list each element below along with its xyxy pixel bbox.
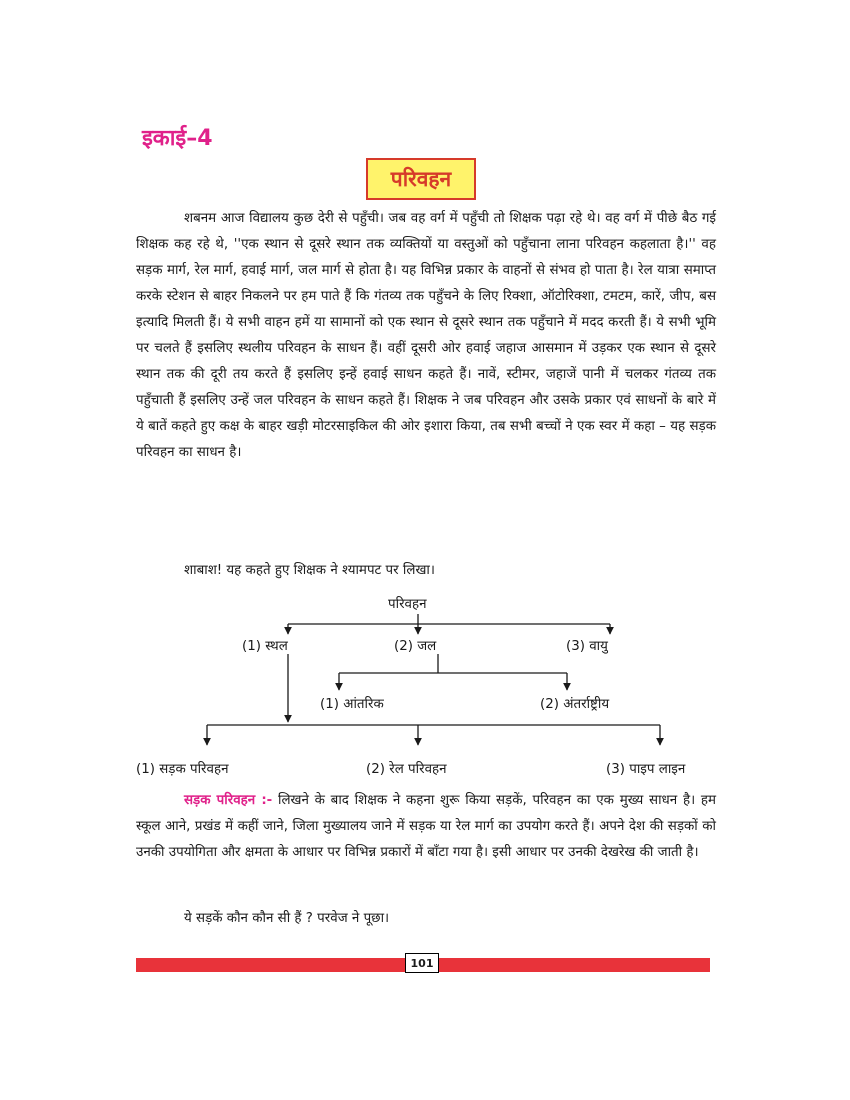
tree-node-water: (2) जल — [394, 639, 437, 654]
question-line: ये सड़कें कौन कौन सी हैं ? परवेज ने पूछा। — [184, 911, 390, 926]
tree-node-road-transport: (1) सड़क परिवहन — [136, 762, 229, 777]
page-number: 101 — [405, 953, 439, 973]
road-transport-text: लिखने के बाद शिक्षक ने कहना शुरू किया सड़कें, परिवहन का एक मुख्य साधन है। हम स्कूल आने, प्रखंड में कहीं जाने, जिला मुख्यालय जाने में सड़क या रेल मार्ग का उपयोग करते हैं। अपने देश की सड़कों को उनकी उपयोगिता और क्षमता के आधार पर विभिन्न प्रकारों में बाँटा गया है। इसी आधार पर उनकी देखरेख की जाती है। — [136, 793, 717, 860]
tree-root-transport: परिवहन — [388, 597, 427, 612]
tree-node-rail-transport: (2) रेल परिवहन — [366, 762, 447, 777]
tree-node-pipeline: (3) पाइप लाइन — [606, 762, 686, 777]
tree-node-air: (3) वायु — [566, 639, 608, 654]
intro-paragraph: शबनम आज विद्यालय कुछ देरी से पहुँची। जब वह वर्ग में पहुँची तो शिक्षक पढ़ा रहे थे। वह वर्ग में पीछे बैठ गई शिक्षक कह रहे थे, ''एक स्थान से दूसरे स्थान तक व्यक्तियों या वस्तुओं को पहुँचाना लाना परिवहन कहलाता है।'' वह सड़क मार्ग, रेल मार्ग, हवाई मार्ग, जल मार्ग से होता है। यह विभिन्न प्रकार के वाहनों से संभव हो पाता है। रेल यात्रा समाप्त करके स्टेशन से बाहर निकलने पर हम पाते हैं कि गंतव्य तक पहुँचने के लिए रिक्शा, ऑटोरिक्शा, टमटम, कारें, जीप, बस इत्यादि मिलती हैं। ये सभी वाहन हमें या सामानों को एक स्थान से दूसरे स्थान तक पहुँचाने में मदद करती हैं। ये सभी भूमि पर चलते हैं इसलिए स्थलीय परिवहन के साधन हैं। वहीं दूसरी ओर हवाई जहाज आसमान में उड़कर एक स्थान से दूसरे स्थान तक की दूरी तय करते हैं इसलिए इन्हें हवाई साधन कहते हैं। नावें, स्टीमर, जहाजें पानी में चलकर गंतव्य तक पहुँचाती हैं इसलिए उन्हें जल परिवहन के साधन कहते हैं। शिक्षक ने जब परिवहन और उसके प्रकार एवं साधनों के बारे में ये बातें कहते हुए कक्ष के बाहर खड़ी मोटरसाइकिल की ओर इशारा किया, तब सभी बच्चों ने एक स्वर में कहा – यह सड़क परिवहन का साधन है। — [136, 211, 716, 460]
tree-node-international: (2) अंतर्राष्ट्रीय — [540, 697, 610, 712]
chapter-title-text: परिवहन — [390, 167, 452, 191]
tree-node-internal: (1) आंतरिक — [320, 697, 384, 712]
tree-node-land: (1) स्थल — [242, 639, 288, 654]
unit-heading: इकाई–4 — [142, 126, 213, 151]
blackboard-lead-line: शाबाश! यह कहते हुए शिक्षक ने श्यामपट पर लिखा। — [184, 563, 435, 578]
road-transport-paragraph — [136, 788, 716, 866]
road-transport-heading: सड़क परिवहन :- — [184, 793, 273, 808]
